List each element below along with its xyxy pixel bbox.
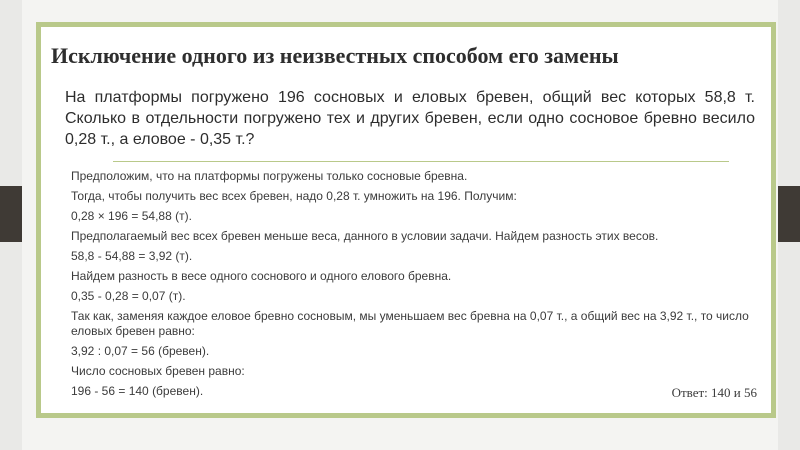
solution-step: 58,8 - 54,88 = 3,92 (т). (71, 249, 193, 263)
solution-step: Тогда, чтобы получить вес всех бревен, надо 0,28 т. умножить на 196. Получим: (71, 189, 517, 203)
answer-label: Ответ: 140 и 56 (671, 385, 757, 400)
divider-line (113, 161, 729, 162)
right-side-bar (778, 186, 800, 242)
solution-step: 3,92 : 0,07 = 56 (бревен). (71, 344, 210, 358)
solution-step: 0,35 - 0,28 = 0,07 (т). (71, 289, 186, 303)
solution-steps (71, 169, 771, 399)
solution-step: Предполагаемый вес всех бревен меньше веса, данного в условии задачи. Найдем разность этих весов. (71, 229, 659, 243)
problem-statement: На платформы погружено 196 сосновых и еловых бревен, общий вес которых 58,8 т. Сколько в отдельности погружено тех и других бревен, если одно сосновое бревно весило 0,28 т., а еловое - 0,35 т.? (65, 89, 755, 148)
solution-step: Найдем разность в весе одного соснового и одного елового бревна. (71, 269, 452, 283)
slide-frame (36, 22, 776, 418)
solution-step: Предположим, что на платформы погружены только сосновые бревна. (71, 169, 468, 183)
solution-step: 0,28 × 196 = 54,88 (т). (71, 209, 192, 223)
solution-step: 196 - 56 = 140 (бревен). (71, 384, 204, 398)
left-side-bar (0, 186, 22, 242)
slide-title: Исключение одного из неизвестных способом его замены (51, 43, 619, 68)
solution-step: Так как, заменяя каждое еловое бревно сосновым, мы уменьшаем вес бревна на 0,07 т., а общий вес на 3,92 т., то число еловых бревен равно: (71, 309, 749, 338)
slide (22, 0, 778, 450)
solution-step: Число сосновых бревен равно: (71, 364, 245, 378)
